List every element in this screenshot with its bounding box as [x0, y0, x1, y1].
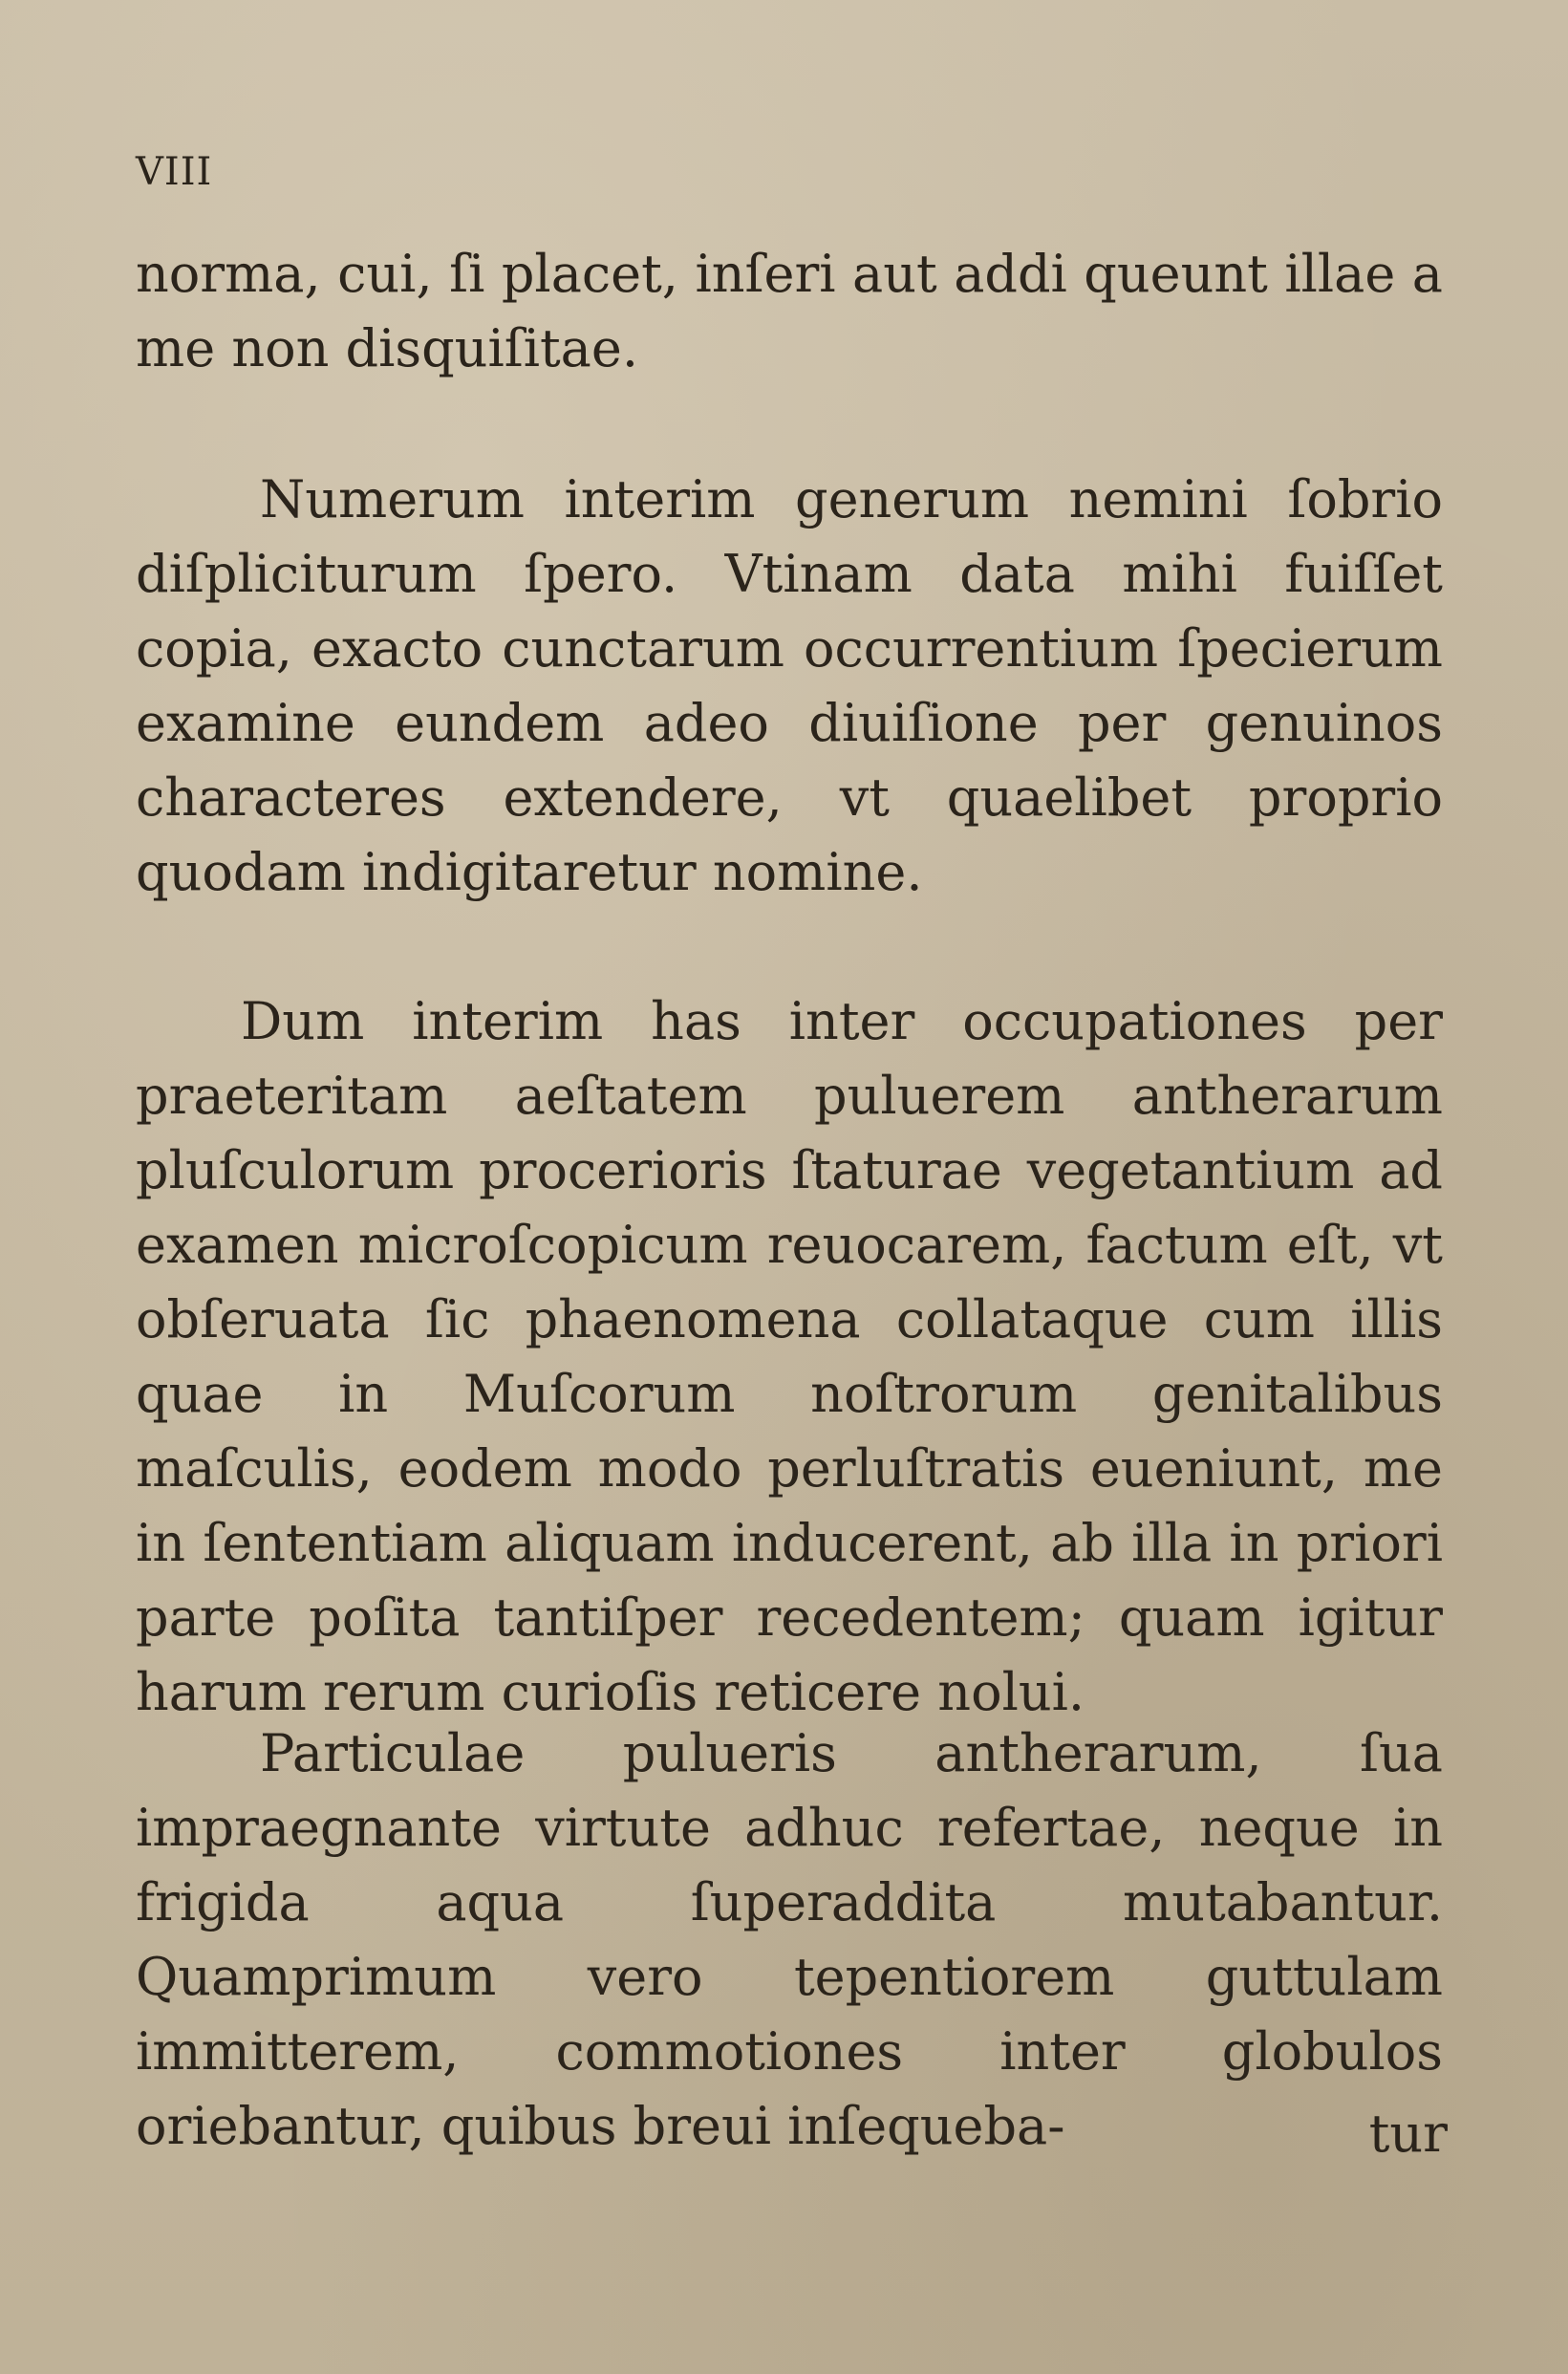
paragraph-1: norma, cui, ſi placet, inſeri aut addi queunt illae a me non disquiſitae. — [136, 244, 1443, 378]
paragraph-2: Numerum interim generum nemini ſobrio diſpliciturum ſpero. Vtinam data mihi fuiſſet copia, exacto cunctarum occurrentium ſpecierum examine eundem adeo diuiſione per genuinos characteres extendere, vt quaelibet proprio quodam indigitaretur nomine. — [136, 469, 1443, 902]
page-number: VIII — [136, 150, 213, 194]
paragraph-3: Dum interim has inter occupationes per praeteritam aeſtatem puluerem antherarum pluſculorum procerioris ſtaturae vegetantium ad examen microſcopicum reuocarem, factum eſt, vt obſeruata ſic phaenomena collataque cum illis quae in Muſcorum noſtrorum genitalibus maſculis, eodem modo perluſtratis eueniunt, me in ſententiam aliquam inducerent, ab illa in priori parte poſita tantiſper recedentem; quam igitur harum rerum curioſis reticere nolui. — [136, 991, 1443, 1722]
catchword: tur — [1368, 2104, 1448, 2164]
paragraph-4: Particulae pulueris antherarum, ſua impraegnante virtute adhuc refertae, neque in frigida aqua ſuperaddita mutabantur. Quamprimum vero tepentiorem guttulam immitterem, commotiones inter globulos oriebantur, quibus breui inſequeba- — [136, 1723, 1443, 2156]
